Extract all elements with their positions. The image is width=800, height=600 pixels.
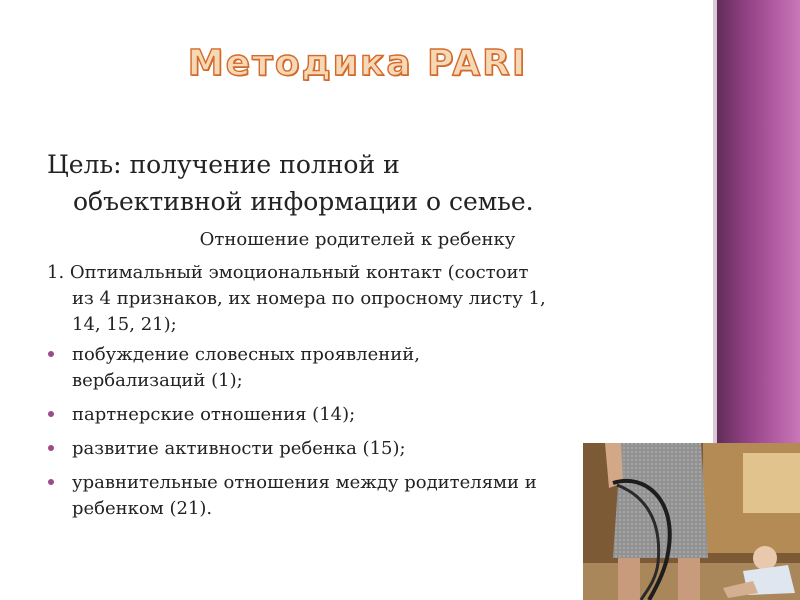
point1-line-1: 1. Оптимальный эмоциональный контакт (состоит (47, 262, 529, 283)
goal-statement (47, 146, 687, 220)
bullet-line-1: уравнительные отношения между родителями и (72, 472, 537, 493)
goal-line-2: объективной информации о семье. (73, 187, 534, 216)
bullet-line-2: ребенком (21). (72, 498, 213, 519)
bullet-line-1: партнерские отношения (14); (72, 404, 356, 425)
bullet-item (47, 342, 687, 394)
bullet-dot-icon (48, 411, 54, 417)
numbered-point-1 (47, 260, 687, 338)
point1-line-3: 14, 15, 21); (72, 314, 177, 335)
bullet-item (47, 402, 687, 428)
slide-title: Методика PARI (187, 43, 528, 84)
bullet-dot-icon (48, 351, 54, 357)
bullet-line-2: вербализаций (1); (72, 370, 243, 391)
bullet-dot-icon (48, 445, 54, 451)
bullet-dot-icon (48, 479, 54, 485)
point1-line-2: из 4 признаков, их номера по опросному листу 1, (72, 288, 546, 309)
illustration-photo (583, 443, 800, 600)
photo-illustration (583, 443, 800, 600)
goal-line-1: Цель: получение полной и (47, 150, 400, 179)
subheading: Отношение родителей к ребенку (199, 229, 516, 250)
bullet-line-1: побуждение словесных проявлений, (72, 344, 420, 365)
bullet-line-1: развитие активности ребенка (15); (72, 438, 406, 459)
